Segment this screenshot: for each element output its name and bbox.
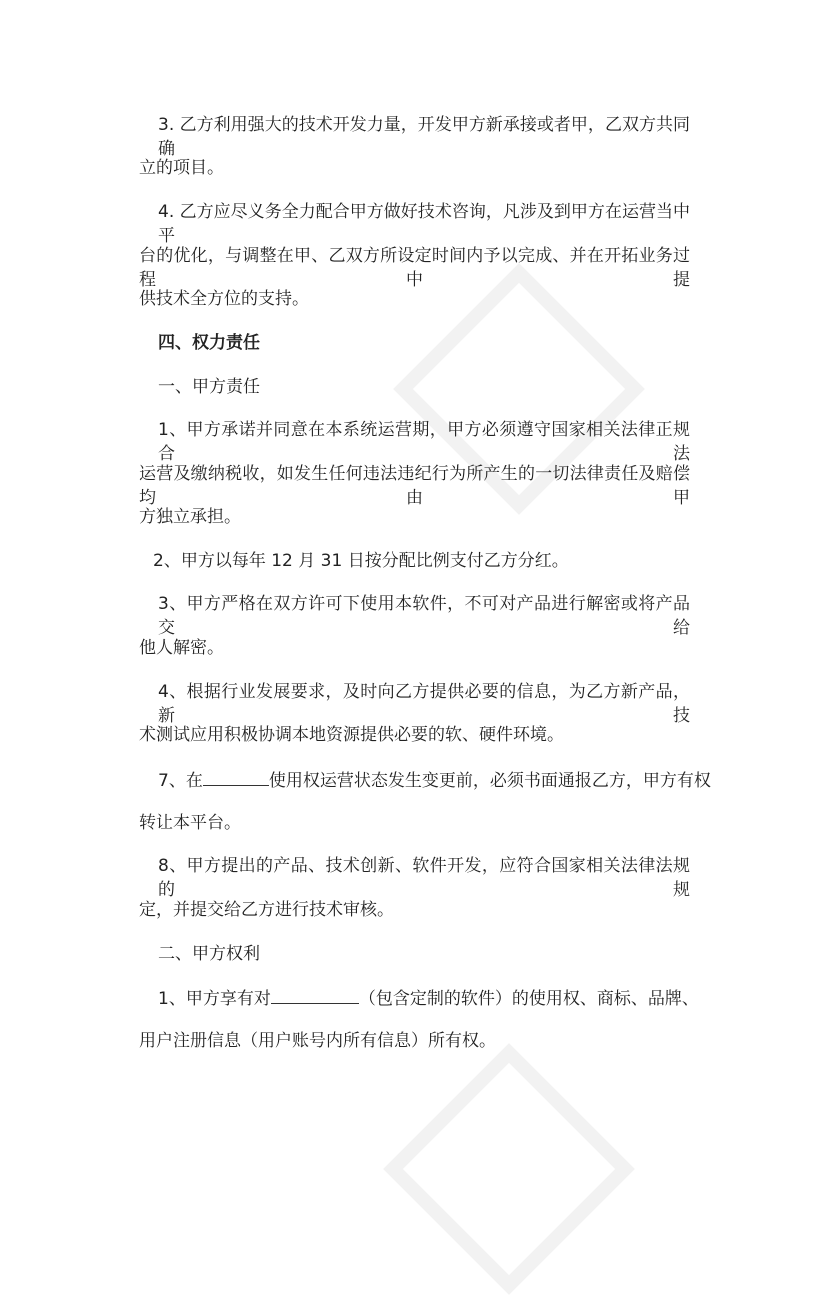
text-segment: 使用权运营状态发生变更前，必须书面通报乙方，甲方有权 (268, 771, 711, 791)
text-line: 定，并提交给乙方进行技术审核。 (139, 900, 394, 920)
text-segment: （包含定制的软件）的使用权、商标、品牌、 (358, 989, 699, 1009)
text-line: 1、甲方承诺并同意在本系统运营期，甲方必须遵守国家相关法律正规合法 (158, 420, 690, 464)
subsection-heading: 一、甲方责任 (158, 377, 260, 397)
text-line: 立的项目。 (139, 158, 224, 178)
text-line: 4、根据行业发展要求，及时向乙方提供必要的信息，为乙方新产品，新技 (158, 682, 690, 726)
text-line: 2、甲方以每年 12 月 31 日按分配比例支付乙方分红。 (153, 551, 569, 571)
text-line: 术测试应用积极协调本地资源提供必要的软、硬件环境。 (139, 725, 564, 745)
text-line: 运营及缴纳税收，如发生任何违法违纪行为所产生的一切法律责任及赔偿均由甲 (139, 464, 690, 508)
watermark (383, 1043, 635, 1295)
text-line (158, 985, 699, 1011)
text-segment: 1、甲方享有对 (158, 989, 271, 1009)
text-line: 供技术全方位的支持。 (139, 289, 309, 309)
text-line: 用户注册信息（用户账号内所有信息）所有权。 (139, 1031, 496, 1051)
text-line: 转让本平台。 (139, 813, 241, 833)
text-line: 他人解密。 (139, 638, 224, 658)
text-line (158, 767, 711, 793)
text-line: 8、甲方提出的产品、技术创新、软件开发，应符合国家相关法律法规的规 (158, 856, 690, 900)
text-line: 台的优化，与调整在甲、乙双方所设定时间内予以完成、并在开拓业务过程中提 (139, 246, 690, 290)
section-heading: 四、权力责任 (158, 333, 260, 353)
text-segment: 7、在 (158, 771, 203, 791)
fill-in-blank (203, 767, 269, 786)
subsection-heading: 二、甲方权利 (158, 944, 260, 964)
fill-in-blank (271, 985, 359, 1004)
text-line: 4. 乙方应尽义务全力配合甲方做好技术咨询，凡涉及到甲方在运营当中平 (158, 202, 690, 246)
text-line: 3、甲方严格在双方许可下使用本软件，不可对产品进行解密或将产品交给 (158, 594, 690, 638)
text-line: 3. 乙方利用强大的技术开发力量，开发甲方新承接或者甲，乙双方共同确 (158, 115, 690, 159)
text-line: 方独立承担。 (139, 507, 241, 527)
